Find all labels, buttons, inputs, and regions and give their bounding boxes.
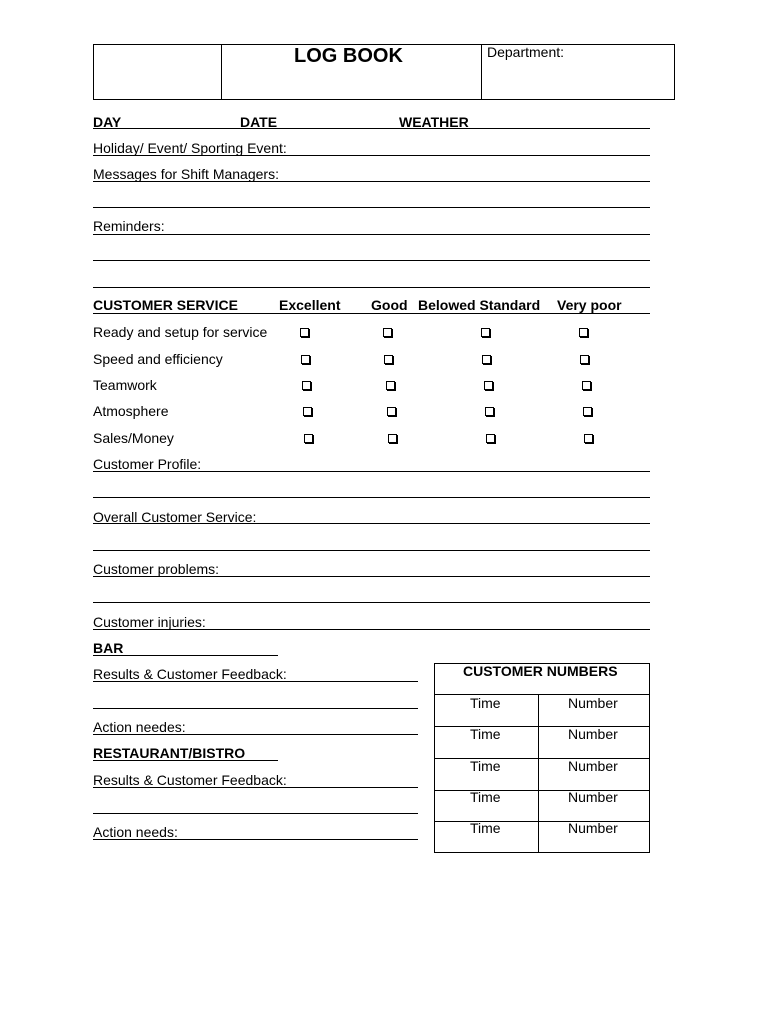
rating-good: Good [371, 297, 408, 313]
checkbox-speed-excellent[interactable] [301, 355, 310, 364]
checkbox-ready-excellent[interactable] [300, 328, 309, 337]
table-cell-number[interactable]: Number [568, 820, 618, 836]
header-divider-left [221, 45, 222, 99]
overall-service-label: Overall Customer Service: [93, 509, 257, 525]
restaurant-heading: RESTAURANT/BISTRO [93, 745, 246, 761]
customer-problems-label: Customer problems: [93, 561, 220, 577]
checkbox-ready-very-poor[interactable] [579, 328, 588, 337]
table-cell-time[interactable]: Time [470, 758, 501, 774]
day-label: DAY [93, 114, 122, 130]
customer-profile-label: Customer Profile: [93, 456, 202, 472]
checkbox-atmosphere-very-poor[interactable] [583, 407, 592, 416]
checkbox-teamwork-good[interactable] [386, 381, 395, 390]
rating-very-poor: Very poor [557, 297, 622, 313]
holiday-line[interactable] [93, 155, 650, 156]
customer-profile-line[interactable] [93, 471, 650, 472]
table-cell-number[interactable]: Number [568, 726, 618, 742]
restaurant-action-line[interactable] [93, 839, 418, 840]
restaurant-heading-underline [93, 760, 278, 761]
restaurant-results-line-2[interactable] [93, 813, 418, 814]
row-label-speed: Speed and efficiency [93, 351, 223, 367]
checkbox-teamwork-below-standard[interactable] [484, 381, 493, 390]
reminders-line-3[interactable] [93, 287, 650, 288]
bar-heading: BAR [93, 640, 124, 656]
bar-heading-underline [93, 655, 278, 656]
customer-profile-line-2[interactable] [93, 497, 650, 498]
customer-injuries-label: Customer injuries: [93, 614, 206, 630]
rating-excellent: Excellent [279, 297, 341, 313]
checkbox-atmosphere-below-standard[interactable] [485, 407, 494, 416]
table-column-divider [538, 694, 539, 852]
messages-label: Messages for Shift Managers: [93, 166, 279, 182]
reminders-label: Reminders: [93, 218, 165, 234]
customer-service-heading: CUSTOMER SERVICE [93, 297, 238, 313]
table-cell-number[interactable]: Number [568, 789, 618, 805]
row-label-teamwork: Teamwork [93, 377, 157, 393]
row-label-ready: Ready and setup for service [93, 324, 268, 340]
rating-below-standard: Belowed Standard [418, 297, 541, 313]
holiday-label: Holiday/ Event/ Sporting Event: [93, 140, 287, 156]
overall-service-line-2[interactable] [93, 550, 650, 551]
day-date-weather-line[interactable] [93, 128, 650, 129]
checkbox-sales-good[interactable] [388, 434, 397, 443]
checkbox-sales-below-standard[interactable] [486, 434, 495, 443]
checkbox-sales-very-poor[interactable] [584, 434, 593, 443]
restaurant-action-label: Action needs: [93, 824, 178, 840]
checkbox-speed-good[interactable] [384, 355, 393, 364]
restaurant-results-line[interactable] [93, 787, 418, 788]
checkbox-ready-below-standard[interactable] [481, 328, 490, 337]
table-cell-time[interactable]: Time [470, 789, 501, 805]
header-divider-right [481, 45, 482, 99]
row-label-atmosphere: Atmosphere [93, 403, 169, 419]
table-cell-number[interactable]: Number [568, 758, 618, 774]
reminders-line-2[interactable] [93, 260, 650, 261]
table-cell-number[interactable]: Number [568, 695, 618, 711]
table-cell-time[interactable]: Time [470, 695, 501, 711]
checkbox-ready-good[interactable] [383, 328, 392, 337]
department-label: Department: [487, 44, 565, 60]
customer-problems-line[interactable] [93, 576, 650, 577]
checkbox-speed-very-poor[interactable] [580, 355, 589, 364]
page-title: LOG BOOK [294, 45, 403, 67]
table-cell-time[interactable]: Time [470, 726, 501, 742]
weather-label: WEATHER [399, 114, 469, 130]
bar-action-line[interactable] [93, 734, 418, 735]
checkbox-teamwork-excellent[interactable] [302, 381, 311, 390]
messages-line-2[interactable] [93, 207, 650, 208]
bar-results-label: Results & Customer Feedback: [93, 666, 287, 682]
table-cell-time[interactable]: Time [470, 820, 501, 836]
checkbox-teamwork-very-poor[interactable] [582, 381, 591, 390]
checkbox-sales-excellent[interactable] [304, 434, 313, 443]
bar-action-label: Action needes: [93, 719, 186, 735]
checkbox-speed-below-standard[interactable] [482, 355, 491, 364]
checkbox-atmosphere-excellent[interactable] [303, 407, 312, 416]
messages-line[interactable] [93, 181, 650, 182]
date-label: DATE [240, 114, 278, 130]
bar-results-line-2[interactable] [93, 708, 418, 709]
customer-service-underline [93, 313, 650, 314]
checkbox-atmosphere-good[interactable] [387, 407, 396, 416]
customer-numbers-heading: CUSTOMER NUMBERS [463, 663, 618, 679]
bar-results-line[interactable] [93, 681, 418, 682]
customer-injuries-line[interactable] [93, 629, 650, 630]
restaurant-results-label: Results & Customer Feedback: [93, 772, 287, 788]
customer-problems-line-2[interactable] [93, 602, 650, 603]
row-label-sales: Sales/Money [93, 430, 174, 446]
reminders-line[interactable] [93, 234, 650, 235]
overall-service-line[interactable] [93, 523, 650, 524]
